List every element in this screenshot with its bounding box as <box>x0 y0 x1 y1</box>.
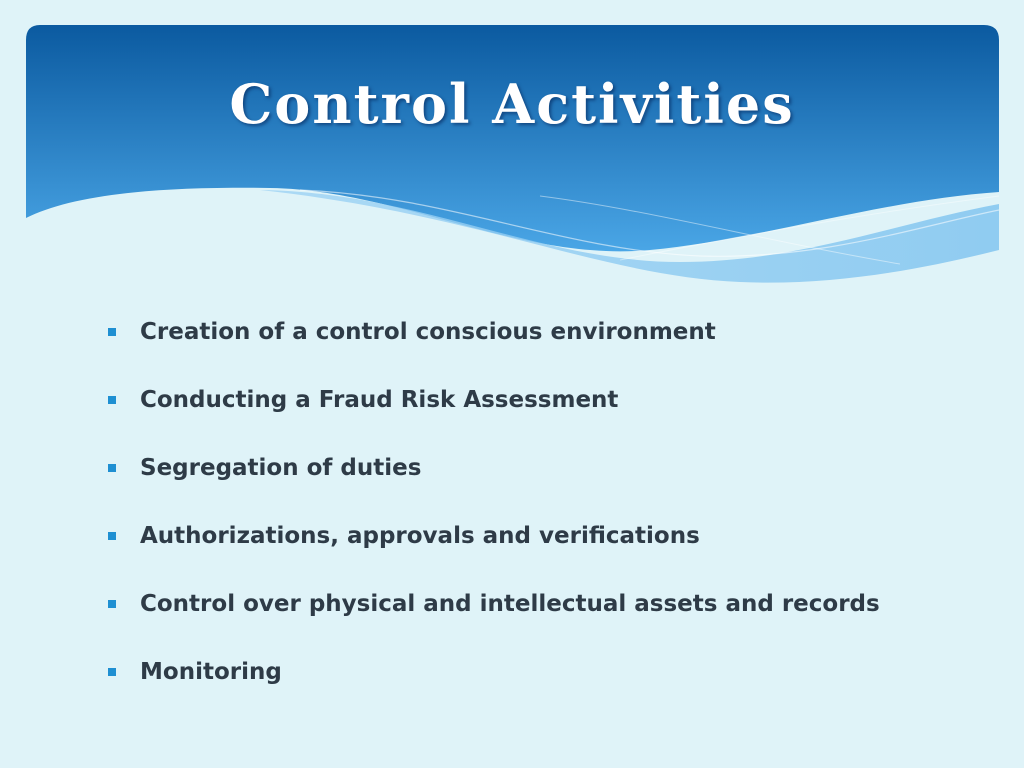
bullet-text: Monitoring <box>140 659 282 685</box>
square-bullet-icon <box>108 328 116 336</box>
list-item <box>108 502 880 570</box>
square-bullet-icon <box>108 668 116 676</box>
header-wave-graphic <box>0 0 1024 300</box>
bullet-text: Authorizations, approvals and verifications <box>140 523 700 549</box>
bullet-list <box>108 298 880 706</box>
square-bullet-icon <box>108 396 116 404</box>
slide-title: Control Activities <box>229 72 795 136</box>
square-bullet-icon <box>108 532 116 540</box>
bullet-text: Segregation of duties <box>140 455 422 481</box>
list-item <box>108 366 880 434</box>
list-item <box>108 570 880 638</box>
square-bullet-icon <box>108 600 116 608</box>
list-item <box>108 638 880 706</box>
list-item <box>108 298 880 366</box>
bullet-text: Conducting a Fraud Risk Assessment <box>140 387 619 413</box>
list-item <box>108 434 880 502</box>
bullet-text: Creation of a control conscious environment <box>140 319 716 345</box>
bullet-text: Control over physical and intellectual assets and records <box>140 591 880 617</box>
square-bullet-icon <box>108 464 116 472</box>
